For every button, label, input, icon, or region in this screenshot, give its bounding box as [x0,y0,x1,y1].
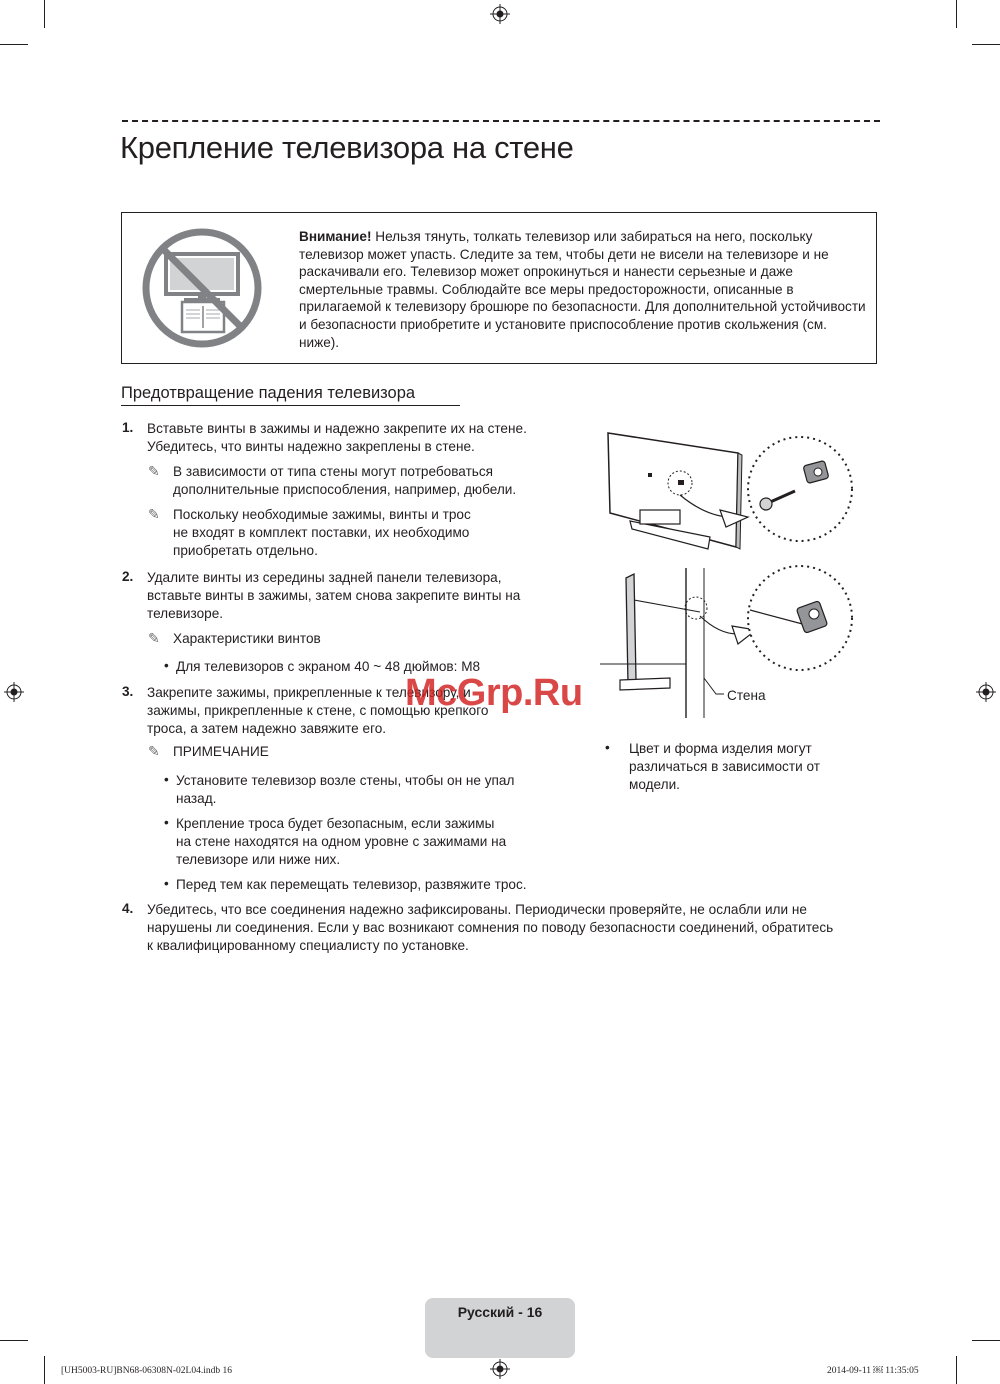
note-text: В зависимости от типа стены могут потребоваться [173,464,494,479]
figure-caption: различаться в зависимости от [629,759,820,774]
bullet-icon: • [164,658,169,673]
step-number: 2. [122,569,134,584]
crop-mark [972,1340,1000,1341]
footer-timestamp: 2014-09-11 ￼ 11:35:05 [827,1366,919,1376]
bullet-text: телевизоре или ниже них. [176,852,341,867]
tv-back-bracket-illustration [600,425,860,555]
section-heading: Предотвращение падения телевизора [121,384,416,402]
note-text: приобретать отдельно. [173,543,318,558]
figure-caption: Цвет и форма изделия могут [629,741,812,756]
bullet-text: Перед тем как перемещать телевизор, развяжите трос. [176,877,527,892]
step-number: 4. [122,901,134,916]
footer-file-info: [UH5003-RU]BN68-06308N-02L04.indb 16 [61,1366,232,1376]
crop-mark [956,1356,957,1384]
warning-text [299,228,867,351]
crop-mark [44,0,45,28]
note-pencil-icon: ✎ [148,743,160,759]
wall-label: Стена [727,688,766,703]
registration-mark-icon [490,1359,510,1379]
note-text: Характеристики винтов [173,631,321,646]
watermark: McGrp.Ru [405,672,583,714]
bullet-text: на стене находятся на одном уровне с зажимами на [176,834,507,849]
bullet-icon: • [164,876,169,891]
step-text: к квалифицированному специалисту по установке. [147,938,469,953]
no-climbing-warning-icon [140,226,264,350]
note-text: не входят в комплект поставки, их необходимо [173,525,470,540]
warning-body: Нельзя тянуть, толкать телевизор или забираться на него, поскольку телевизор может упасть. Следите за тем, чтобы дети не висели на телевизоре и не раскачивали его. Телевизор может опрокинуться и нанести серьезные и даже смертельные травмы. Соблюдайте все меры предосторожности, описанные в прилагаемой к телевизору брошюре по безопасности. Для дополнительной устойчивости и безопасности приобретите и установите приспособление против скольжения (см. ниже). [299,229,866,350]
step-number: 1. [122,420,134,435]
section-underline [121,405,460,406]
step-text: телевизоре. [147,606,224,621]
step-number: 3. [122,684,134,699]
bullet-icon: • [605,740,610,755]
page-number: Русский - 16 [457,1304,543,1320]
note-pencil-icon: ✎ [148,463,160,479]
note-title: ПРИМЕЧАНИЕ [173,744,269,759]
crop-mark [972,44,1000,45]
crop-mark [44,1356,45,1384]
registration-mark-icon [4,682,24,702]
bullet-text: Для телевизоров с экраном 40 ~ 48 дюймов: M8 [176,659,481,674]
step-text: Убедитесь, что все соединения надежно зафиксированы. Периодически проверяйте, не ослабли или не [147,902,807,917]
bullet-icon: • [164,772,169,787]
step-text: зажимы, прикрепленные к стене, с помощью крепкого [147,703,489,718]
page-title: Крепление телевизора на стене [120,130,574,165]
step-text: троса, а затем надежно завяжите его. [147,721,387,736]
crop-mark [956,0,957,28]
step-text: Вставьте винты в зажимы и надежно закрепите их на стене. [147,421,527,436]
bullet-icon: • [164,815,169,830]
step-text: вставьте винты в зажимы, затем снова закрепите винты на [147,588,521,603]
step-text: нарушены ли соединения. Если у вас возникают сомнения по поводу безопасности соединений, обратитесь [147,920,834,935]
title-dashed-rule [122,120,880,122]
crop-mark [0,1340,28,1341]
note-pencil-icon: ✎ [148,506,160,522]
step-text: Удалите винты из середины задней панели телевизора, [147,570,502,585]
bullet-text: Установите телевизор возле стены, чтобы он не упал [176,773,515,788]
note-text: Поскольку необходимые зажимы, винты и трос [173,507,471,522]
registration-mark-icon [976,682,996,702]
step-text: Убедитесь, что винты надежно закреплены в стене. [147,439,475,454]
step-text: Закрепите зажимы, прикрепленные к телевизору, и [147,685,471,700]
bullet-text: Крепление троса будет безопасным, если зажимы [176,816,495,831]
bullet-text: назад. [176,791,217,806]
registration-mark-icon [490,4,510,24]
warning-label: Внимание! [299,229,372,244]
crop-mark [0,44,28,45]
figure-caption: модели. [629,777,680,792]
note-pencil-icon: ✎ [148,630,160,646]
note-text: дополнительные приспособления, например, дюбели. [173,482,517,497]
